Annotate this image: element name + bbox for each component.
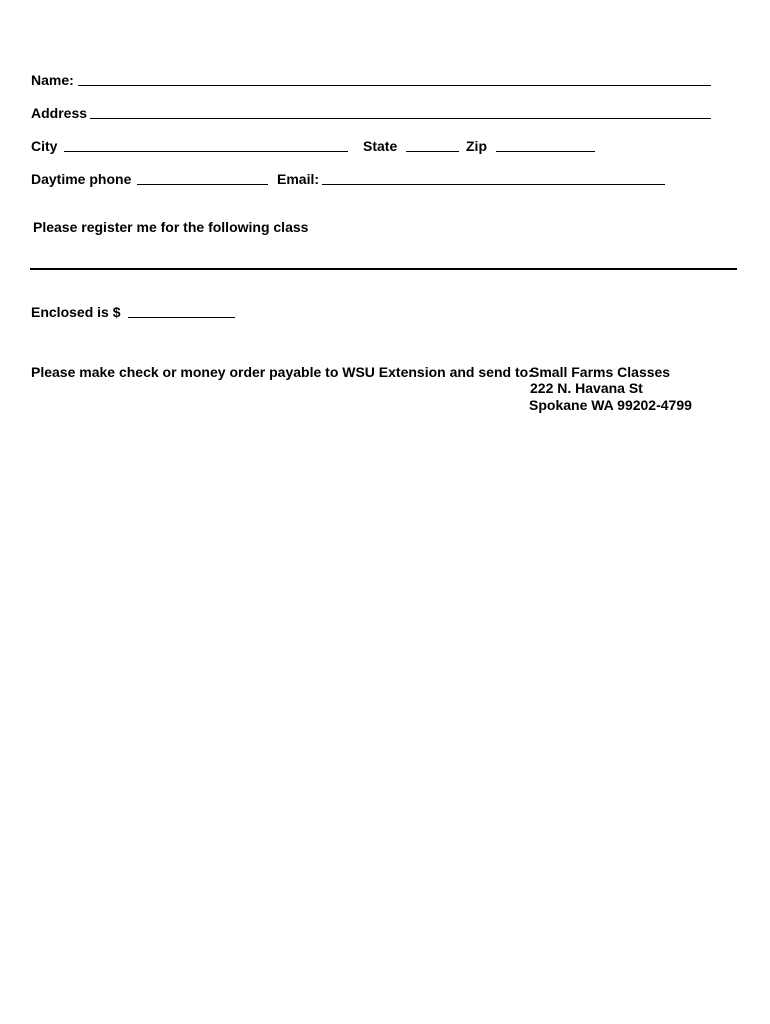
zip-field[interactable] [496, 151, 595, 152]
address-label: Address [31, 105, 88, 121]
name-field[interactable] [78, 85, 711, 86]
register-class-text: Please register me for the following class [33, 219, 309, 235]
payment-instructions: Please make check or money order payable to WSU Extension and send to: [31, 364, 533, 380]
email-field[interactable] [322, 184, 665, 185]
enclosed-label: Enclosed is $ [31, 304, 121, 320]
email-label: Email: [277, 171, 320, 187]
mailing-address-line-2: 222 N. Havana St [530, 380, 643, 396]
class-name-field[interactable] [30, 268, 737, 270]
city-field[interactable] [64, 151, 348, 152]
city-label: City [31, 138, 58, 154]
state-field[interactable] [406, 151, 459, 152]
mailing-address-line-3: Spokane WA 99202-4799 [529, 397, 692, 413]
zip-label: Zip [466, 138, 487, 154]
state-label: State [363, 138, 398, 154]
daytime-phone-field[interactable] [137, 184, 268, 185]
name-label: Name: [31, 72, 74, 88]
enclosed-amount-field[interactable] [128, 317, 235, 318]
mailing-address-line-1: Small Farms Classes [530, 364, 671, 380]
address-field[interactable] [90, 118, 711, 119]
daytime-phone-label: Daytime phone [31, 171, 132, 187]
